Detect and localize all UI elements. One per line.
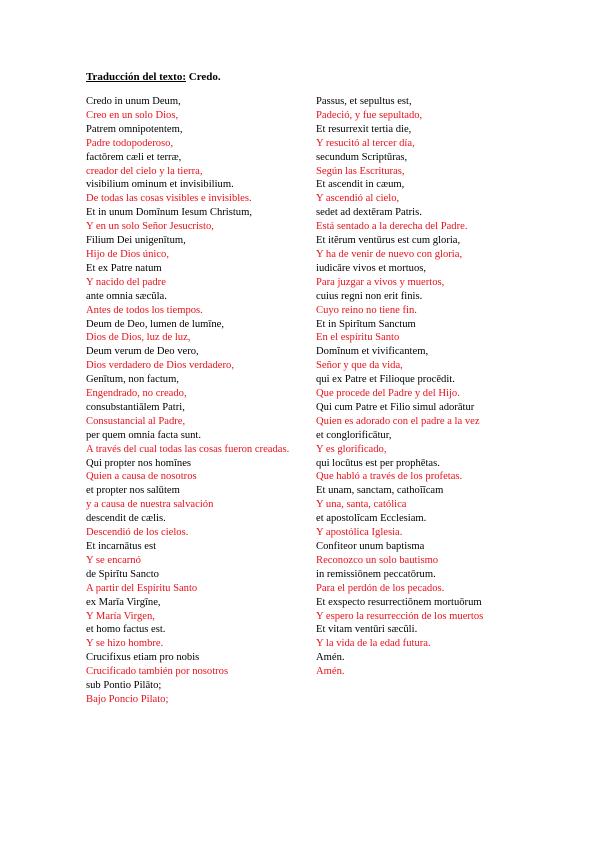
latin-text-line: et homo factus est. [86, 624, 166, 636]
spanish-translation-line: Quien es adorado con el padre a la vez [316, 415, 480, 427]
spanish-translation-line: Dios verdadero de Dios verdadero, [86, 360, 234, 372]
spanish-translation-line: Consustancial al Padre, [86, 415, 186, 427]
latin-text-line: et apostolĭcam Ecclesiam. [316, 513, 427, 525]
spanish-translation-line: Antes de todos los tiempos. [86, 304, 203, 316]
spanish-translation-line: Para el perdón de los pecados. [316, 582, 445, 594]
spanish-translation-line: Y una, santa, católica [316, 499, 407, 511]
left-column [86, 95, 308, 707]
latin-text-line: Domĭnum et vivificantem, [316, 346, 429, 358]
spanish-translation-line: Y en un solo Señor Jesucristo, [86, 221, 214, 233]
spanish-translation-line: Hijo de Dios único, [86, 248, 169, 260]
spanish-translation-line: A partir del Espíritu Santo [86, 582, 198, 594]
spanish-translation-line: Y María Virgen, [86, 610, 155, 622]
spanish-translation-line: Amén. [316, 666, 345, 678]
latin-text-line: Credo in unum Deum, [86, 96, 181, 107]
latin-text-line: consubstantiālem Patri, [86, 401, 185, 413]
latin-text-line: ex Marīa Virgīne, [86, 596, 161, 608]
spanish-translation-line: Y se hizo hombre. [86, 638, 164, 650]
spanish-translation-line: y a causa de nuestra salvación [86, 499, 214, 511]
latin-text-line: Patrem omnipotentem, [86, 123, 183, 135]
latin-text-line: Genītum, non factum, [86, 374, 179, 386]
latin-text-line: factōrem cæli et terræ, [86, 151, 182, 163]
spanish-translation-line: Padre todopoderoso, [86, 137, 174, 149]
latin-text-line: Crucifixus etiam pro nobis [86, 652, 200, 664]
latin-text-line: Et ascendit in cæum, [316, 179, 405, 191]
spanish-translation-line: Señor y que da vida, [316, 360, 403, 372]
spanish-translation-line: Para juzgar a vivos y muertos, [316, 276, 445, 288]
latin-text-line: Deum de Deo, lumen de lumīne, [86, 318, 224, 330]
latin-text-line: in remissiōnem peccatōrum. [316, 568, 436, 580]
spanish-translation-line: Que procede del Padre y del Hijo. [316, 388, 460, 400]
latin-text-line: descendit de cælis. [86, 513, 166, 525]
latin-text-line: Et in unum Domīnum Iesum Christum, [86, 207, 252, 219]
latin-text-line: de Spirĭtu Sancto [86, 568, 159, 580]
spanish-translation-line: Descendió de los cielos. [86, 527, 189, 539]
latin-text-line: Passus, et sepultus est, [316, 96, 412, 107]
spanish-translation-line: Dios de Dios, luz de luz, [86, 332, 191, 344]
latin-text-line: visibilium ominum et invisibilium. [86, 179, 234, 191]
latin-text-line: Qui cum Patre et Filio simul adorātur [316, 401, 475, 413]
latin-text-line: qui ex Patre et Filioque procēdit. [316, 374, 455, 386]
latin-text-line: Qui propter nos homīnes [86, 457, 192, 469]
latin-text-line: sedet ad dextēram Patris. [316, 207, 422, 219]
latin-text-line: secundum Scriptūras, [316, 151, 408, 163]
spanish-translation-line: creador del cielo y la tierra, [86, 165, 203, 177]
spanish-translation-line: En el espíritu Santo [316, 332, 400, 344]
latin-text-line: qui locūtus est per prophētas. [316, 457, 440, 469]
latin-text-line: Filium Dei unigenītum, [86, 235, 186, 247]
spanish-translation-line: Quien a causa de nosotros [86, 471, 197, 483]
spanish-translation-line: Padeció, y fue sepultado, [316, 109, 423, 121]
spanish-translation-line: Creo en un solo Dios, [86, 109, 179, 121]
spanish-translation-line: Crucificado también por nosotros [86, 666, 229, 678]
latin-text-line: Confiteor unum baptisma [316, 541, 425, 552]
spanish-translation-line: Y nacido del padre [86, 276, 166, 288]
latin-text-line: Et in Spirĭtum Sanctum [316, 318, 416, 330]
latin-text-line: per quem omnia facta sunt. [86, 429, 202, 441]
latin-text-line: et conglorificātur, [316, 429, 392, 441]
latin-text-line: Et ex Patre natum [86, 262, 162, 274]
latin-text-line: Amén. [316, 652, 345, 664]
spanish-translation-line: Y la vida de la edad futura. [316, 638, 431, 650]
spanish-translation-line: Y apostólica Iglesia. [316, 527, 403, 539]
spanish-translation-line: Que habló a través de los profetas. [316, 471, 463, 483]
latin-text-line: Et itĕrum ventūrus est cum gloria, [316, 235, 461, 247]
latin-text-line: Et incarnātus est [86, 541, 157, 552]
latin-text-line: Et exspecto resurrectiōnem mortuōrum [316, 596, 482, 608]
latin-text-line: Et resurrexit tertia die, [316, 123, 412, 135]
spanish-translation-line: Cuyo reino no tiene fin. [316, 304, 417, 316]
title-rest: Credo. [186, 71, 221, 83]
spanish-translation-line: Y ha de venir de nuevo con gloria, [316, 248, 463, 260]
latin-text-line: iudicāre vivos et mortuos, [316, 262, 427, 274]
spanish-translation-line: Según las Escrituras, [316, 165, 405, 177]
latin-text-line: Et vitam ventūri sæcŭli. [316, 624, 418, 636]
latin-text-line: sub Pontio Pilāto; [86, 680, 162, 692]
latin-text-line: Et unam, sanctam, cathoĭĭcam [316, 485, 444, 497]
spanish-translation-line: Está sentado a la derecha del Padre. [316, 221, 468, 233]
latin-text-line: et propter nos salūtem [86, 485, 180, 497]
page-title [86, 71, 221, 83]
spanish-translation-line: Y espero la resurrección de los muertos [316, 610, 484, 622]
spanish-translation-line: Y se encarnó [86, 554, 141, 566]
spanish-translation-line: Y ascendió al cielo, [316, 193, 400, 205]
spanish-translation-line: Bajo Poncio Pilato; [86, 693, 169, 705]
spanish-translation-line: De todas las cosas visibles e invisibles. [86, 193, 252, 205]
right-column [316, 95, 521, 679]
latin-text-line: ante omnia sæcŭla. [86, 290, 167, 302]
spanish-translation-line: Y resucitó al tercer día, [316, 137, 415, 149]
title-underlined: Traducción del texto: [86, 71, 187, 83]
spanish-translation-line: Reconozco un solo bautismo [316, 554, 439, 566]
spanish-translation-line: A través del cual todas las cosas fueron creadas. [86, 443, 290, 455]
latin-text-line: cuius regni non erit finis. [316, 290, 423, 302]
spanish-translation-line: Engendrado, no creado, [86, 388, 187, 400]
spanish-translation-line: Y es glorificado, [316, 443, 387, 455]
latin-text-line: Deum verum de Deo vero, [86, 346, 199, 358]
